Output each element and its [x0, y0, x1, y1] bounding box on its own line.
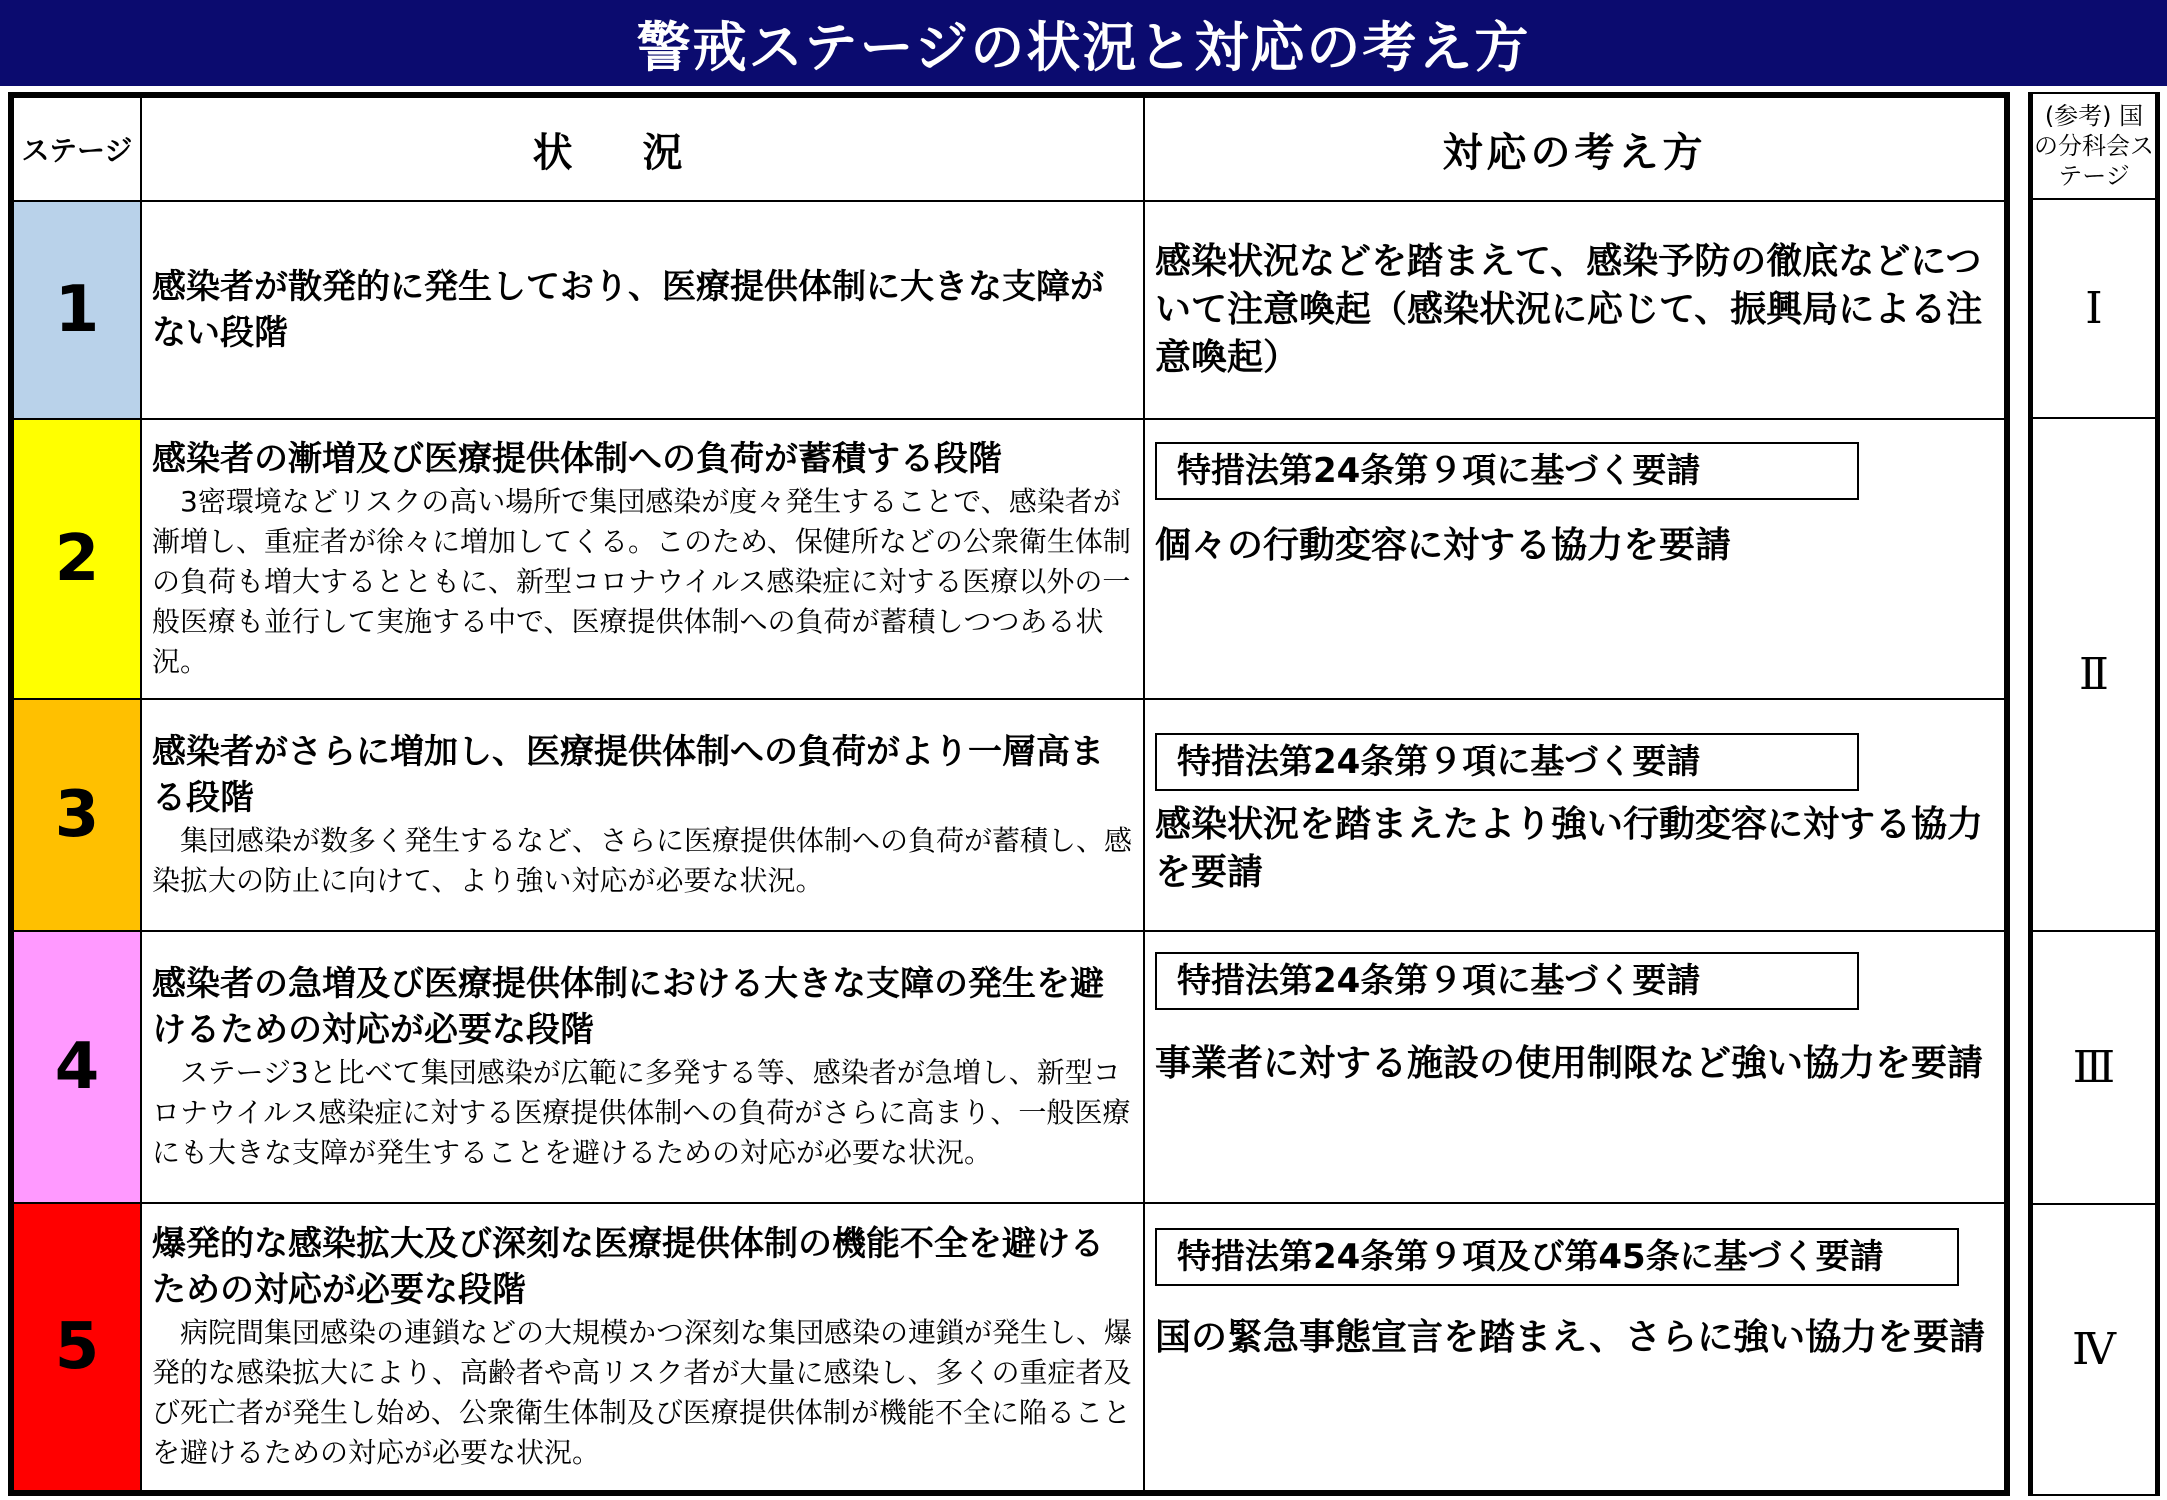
header-situation: 状況 — [141, 95, 1144, 201]
reference-row-1 — [2031, 199, 2158, 418]
response-text-3: 感染状況を踏まえたより強い行動変容に対する協力を要請 — [1155, 804, 1984, 893]
response-2 — [1144, 419, 2007, 699]
situation-body-5: 病院間集団感染の連鎖などの大規模かつ深刻な集団感染の連鎖が発生し、爆発的な感染拡大により、高齢者や高リスク者が大量に感染し、多くの重症者及び死亡者が発生し始め、公衆衛生体制及び医療提供体制が機能不全に陥ることを避けるための対応が必要な状況。 — [152, 1316, 1133, 1469]
title-bar — [0, 0, 2167, 86]
response-text-2: 個々の行動変容に対する協力を要請 — [1155, 525, 1732, 566]
reference-stage-1: Ⅰ — [2031, 199, 2158, 418]
law-box-3: 特措法第24条第９項に基づく要請 — [1155, 733, 1859, 791]
response-4 — [1144, 931, 2007, 1203]
situation-heading-4: 感染者の急増及び医療提供体制における大きな支障の発生を避けるための対応が必要な段階 — [152, 964, 1104, 1050]
reference-row-3 — [2031, 931, 2158, 1204]
stage-row-5 — [11, 1203, 2007, 1493]
reference-table — [2028, 92, 2160, 1496]
reference-row-2 — [2031, 418, 2158, 931]
situation-2 — [141, 419, 1144, 699]
reference-header-row — [2031, 93, 2158, 199]
stage-number-2: 2 — [11, 419, 141, 699]
header-row — [11, 95, 2007, 201]
situation-5 — [141, 1203, 1144, 1493]
page-title: 警戒ステージの状況と対応の考え方 — [636, 15, 1531, 79]
situation-heading-3: 感染者がさらに増加し、医療提供体制への負荷がより一層高まる段階 — [152, 732, 1104, 818]
reference-stage-3: Ⅲ — [2031, 931, 2158, 1204]
situation-4 — [141, 931, 1144, 1203]
law-box-5: 特措法第24条第９項及び第45条に基づく要請 — [1155, 1228, 1959, 1286]
law-box-4: 特措法第24条第９項に基づく要請 — [1155, 952, 1859, 1010]
reference-header: (参考) 国の分科会ステージ — [2031, 93, 2158, 199]
stage-row-4 — [11, 931, 2007, 1203]
reference-row-4 — [2031, 1204, 2158, 1495]
response-text-4: 事業者に対する施設の使用制限など強い協力を要請 — [1155, 1043, 1984, 1084]
situation-heading-2: 感染者の漸増及び医療提供体制への負荷が蓄積する段階 — [152, 439, 1002, 479]
stage-number-4: 4 — [11, 931, 141, 1203]
situation-body-3: 集団感染が数多く発生するなど、さらに医療提供体制への負荷が蓄積し、感染拡大の防止に向けて、より強い対応が必要な状況。 — [152, 824, 1133, 897]
situation-3 — [141, 699, 1144, 931]
situation-1 — [141, 201, 1144, 419]
situation-body-2: 3密環境などリスクの高い場所で集団感染が度々発生することで、感染者が漸増し、重症者が徐々に増加してくる。このため、保健所などの公衆衛生体制の負荷も増大するとともに、新型コロナウイルス感染症に対する医療以外の一般医療も並行して実施する中で、医療提供体制への負荷が蓄積しつつある状況。 — [152, 485, 1131, 678]
situation-heading-1: 感染者が散発的に発生しており、医療提供体制に大きな支障がない段階 — [152, 267, 1104, 353]
header-response: 対応の考え方 — [1144, 95, 2007, 201]
reference-stage-2: Ⅱ — [2031, 418, 2158, 931]
response-text-1: 感染状況などを踏まえて、感染予防の徹底などについて注意喚起（感染状況に応じて、振興局による注意喚起） — [1155, 241, 1983, 378]
stage-row-2 — [11, 419, 2007, 699]
response-text-5: 国の緊急事態宣言を踏まえ、さらに強い協力を要請 — [1155, 1317, 1986, 1358]
stage-number-3: 3 — [11, 699, 141, 931]
response-3 — [1144, 699, 2007, 931]
law-box-2: 特措法第24条第９項に基づく要請 — [1155, 442, 1859, 500]
response-5 — [1144, 1203, 2007, 1493]
stage-row-1 — [11, 201, 2007, 419]
situation-body-4: ステージ3と比べて集団感染が広範に多発する等、感染者が急増し、新型コロナウイルス感染症に対する医療提供体制への負荷がさらに高まり、一般医療にも大きな支障が発生することを避けるための対応が必要な状況。 — [152, 1056, 1131, 1169]
reference-stage-4: Ⅳ — [2031, 1204, 2158, 1495]
header-stage: ステージ — [11, 95, 141, 201]
stage-row-3 — [11, 699, 2007, 931]
stage-number-5: 5 — [11, 1203, 141, 1493]
response-1 — [1144, 201, 2007, 419]
stage-number-1: 1 — [11, 201, 141, 419]
situation-heading-5: 爆発的な感染拡大及び深刻な医療提供体制の機能不全を避けるための対応が必要な段階 — [152, 1224, 1104, 1310]
stage-table — [8, 92, 2010, 1496]
